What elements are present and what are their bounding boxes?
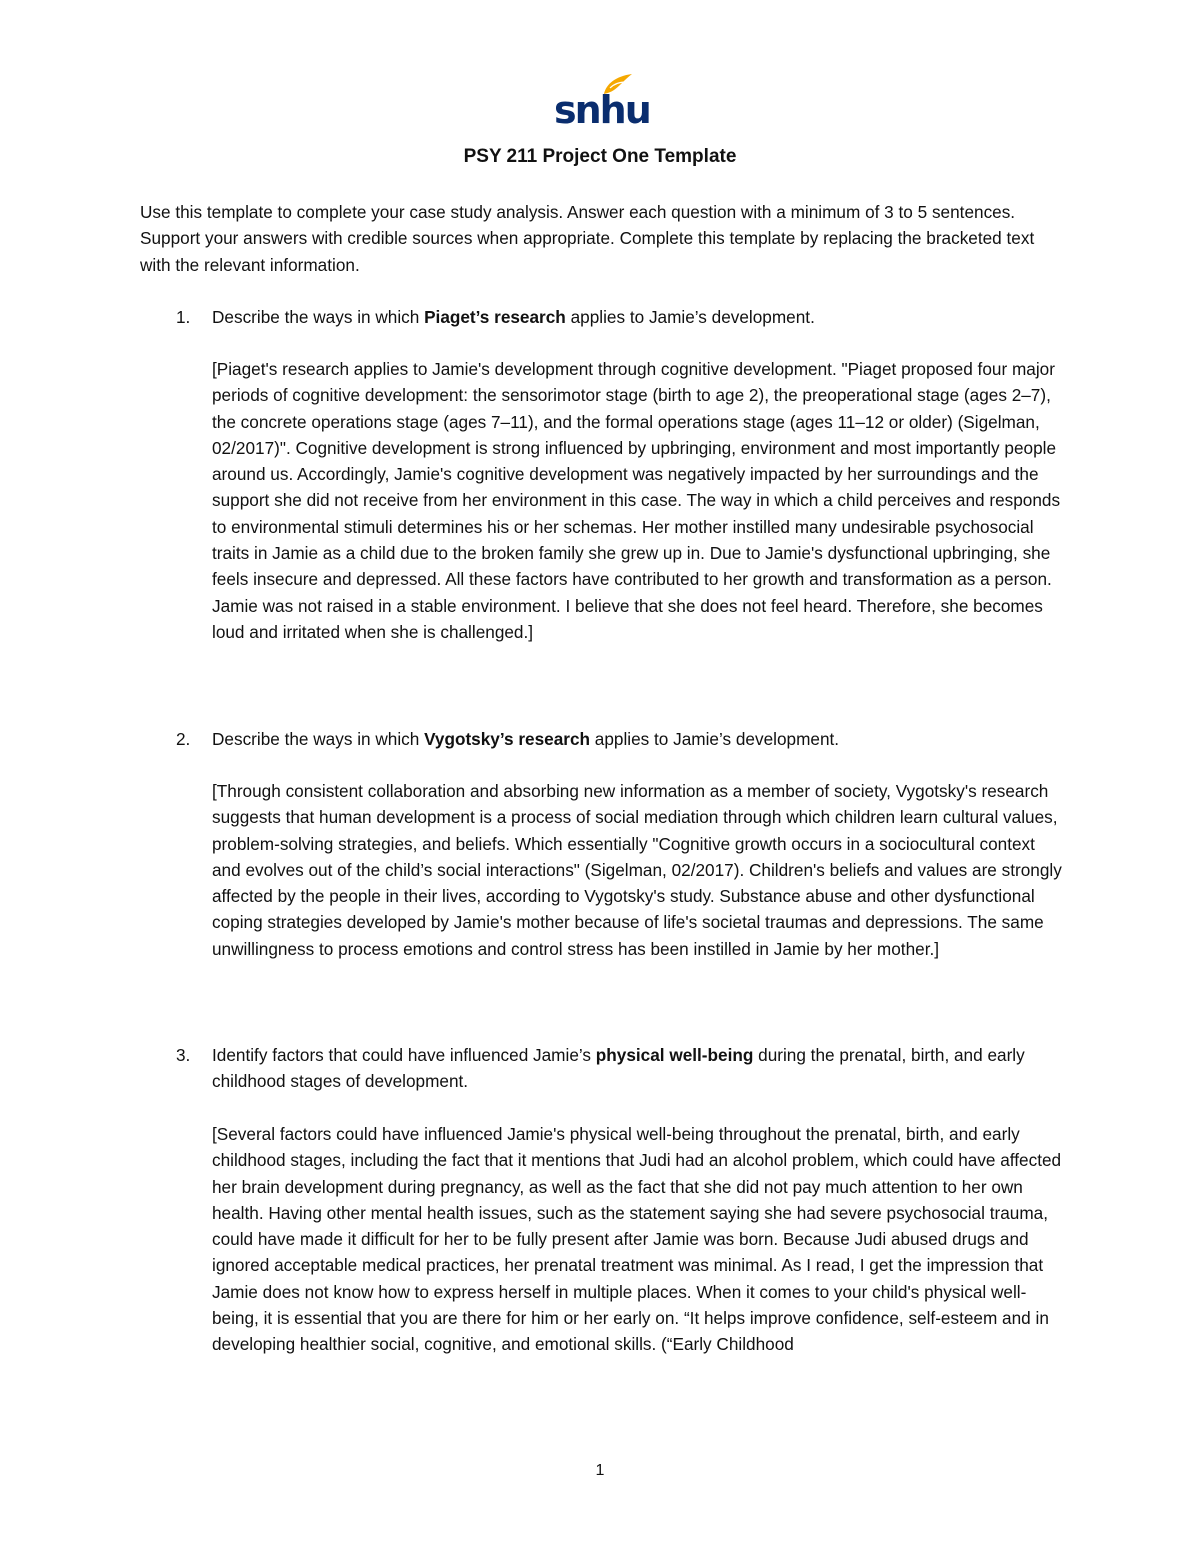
answer-paragraph: [Several factors could have influenced Jamie's physical well-being throughout the prenatal, birth, and early childhood stages, including the fact that it mentions that Judi had an alcohol problem, which could have affected her brain development during pregnancy, as well as the fact that she did not pay much attention to her own health. Having other mental health issues, such as the statement saying she had severe psychosocial trauma, could have made it difficult for her to be fully present after Jamie was born. Because Judi abused drugs and ignored acceptable medical practices, her prenatal treatment was minimal. As I read, I get the impression that Jamie does not know how to express herself in multiple places. When it comes to your child's physical well-being, it is essential that you are there for him or her early on. “It helps improve confidence, self-esteem and in developing healthier social, cognitive, and emotional skills. (“Early Childhood — [212, 1124, 1062, 1355]
snhu-wordmark: snhu — [554, 88, 650, 132]
question-text: Describe the ways in which Piaget’s research applies to Jamie’s development. — [212, 307, 815, 327]
question-text: Describe the ways in which Vygotsky’s research applies to Jamie’s development. — [212, 729, 840, 749]
intro-paragraph: Use this template to complete your case study analysis. Answer each question with a minimum of 3 to 5 sentences. Support your answers with credible sources when appropriate. Complete this template by replacing the bracketed text with the relevant information. — [140, 202, 1035, 275]
question-number: 3. — [176, 1045, 191, 1065]
answer-paragraph: [Through consistent collaboration and absorbing new information as a member of society, Vygotsky's research suggests that human development is a process of social mediation through which children learn cultural values, problem-solving strategies, and beliefs. Which essentially "Cognitive growth occurs in a sociocultural context and evolves out of the child’s social interactions" (Sigelman, 02/2017). Children's beliefs and values are strongly affected by the people in their lives, according to Vygotsky's study. Substance abuse and other dysfunctional coping strategies developed by Jamie's mother because of life's societal traumas and depressions. The same unwillingness to process emotions and control stress has been instilled in Jamie by her mother.] — [212, 781, 1062, 959]
snhu-logo — [554, 72, 650, 132]
answer-paragraph: [Piaget's research applies to Jamie's development through cognitive development. "Piaget proposed four major periods of cognitive development: the sensorimotor stage (birth to age 2), the preoperational stage (ages 2–7), the concrete operations stage (ages 7–11), and the formal operations stage (ages 11–12 or older) (Sigelman, 02/2017)". Cognitive development is strong influenced by upbringing, environment and most importantly people around us. Accordingly, Jamie's cognitive development was negatively impacted by her surroundings and the support she did not receive from her environment in this case. The way in which a child perceives and responds to environmental stimuli determines his or her schemas. Her mother instilled many undesirable psychosocial traits in Jamie as a child due to the broken family she grew up in. Due to Jamie's dysfunctional upbringing, she feels insecure and depressed. All these factors have contributed to her growth and transformation as a person. Jamie was not raised in a stable environment. I believe that she does not feel heard. Therefore, she becomes loud and irritated when she is challenged.] — [212, 359, 1061, 642]
question-number: 1. — [176, 307, 191, 327]
page-title: PSY 211 Project One Template — [463, 146, 737, 167]
question-number: 2. — [176, 729, 191, 749]
question-text: Identify factors that could have influenced Jamie’s physical well-being during the prenatal, birth, and early childhood stages of development. — [212, 1045, 1025, 1092]
page-number: 1 — [595, 1462, 605, 1479]
